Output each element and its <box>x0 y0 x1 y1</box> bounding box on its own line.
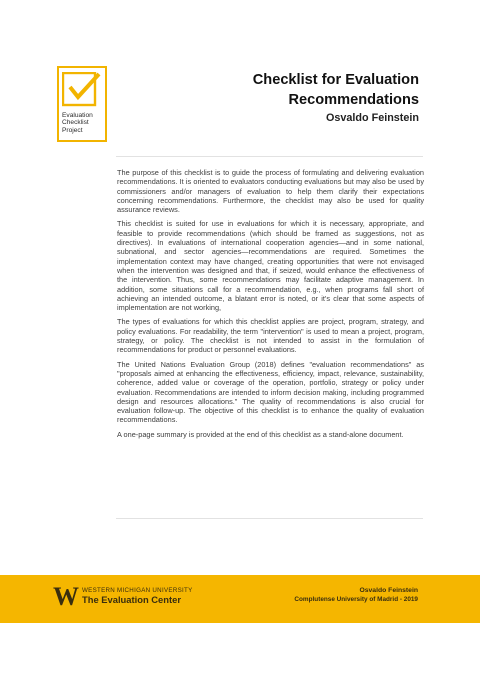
paragraph-summary-note: A one-page summary is provided at the end of this checklist as a stand-alone document. <box>117 429 404 439</box>
paragraph-purpose: The purpose of this checklist is to guide the process of formulating and delivering evaluation recommendations. It is oriented to evaluators conducting evaluations but may also be used by commissioners and/or managers of evaluation to help them clarify their expectations concerning recommendations. Furthermore, the checklist may also be used for quality assurance reviews. <box>117 168 424 215</box>
evaluation-center-name: The Evaluation Center <box>82 594 181 605</box>
footer-author: Osvaldo Feinstein <box>359 587 418 594</box>
document-title-line-1: Checklist for Evaluation <box>252 72 419 88</box>
title-block <box>253 70 419 126</box>
wmu-w-logo-icon: W <box>53 582 79 611</box>
paragraph-types: The types of evaluations for which this checklist applies are project, program, strategy, and policy evaluations. For readability, the term "intervention" is used to mean a project, program, strategy, or policy. The checklist is not intended to assist in the formulation of recommendations for product or personnel evaluations. <box>117 317 424 355</box>
logo-text <box>62 112 93 134</box>
logo-line: Evaluation <box>62 112 93 119</box>
footer-affiliation: Complutense University of Madrid - 2019 <box>294 595 418 603</box>
paragraph-suitability: This checklist is suited for use in evaluations for which it is necessary, appropriate, and feasible to provide recommendations (which should be framed as suggestions, not as directives). In evaluations of international cooperation agencies—and in some national, subnational, and sector agencies—recommendations are required. Sometimes the implementation context may have changed, creating opportunities that were not envisaged when the intervention was designed and that, if seized, would enhance the effectiveness of the intervention. Thus, some recommendations may facilitate adaptive management. In addition, some situations call for a recommendation, e.g., when programs fall short of achieving an intended outcome, a blatant error is noted, or it's clear that some aspects of implementation are not working, <box>117 219 424 313</box>
author-name: Osvaldo Feinstein <box>326 112 419 124</box>
top-divider <box>116 156 423 157</box>
body-text <box>117 168 424 444</box>
paragraph-definition: The United Nations Evaluation Group (2018) defines "evaluation recommendations" as "proposals aimed at enhancing the effectiveness, efficiency, impact, relevance, sustainability, coherence, added value or coverage of the operation, portfolio, strategy or policy under evaluation. Recommendations are intended to inform decision making, including programmed design and resources allocations." The quality of recommendations is also crucial for evaluation follow-up. The objective of this checklist is to enhance the quality of evaluation recommendations. <box>117 359 424 425</box>
logo-line: Checklist <box>62 119 89 127</box>
document-title-line-2: Recommendations <box>288 92 419 108</box>
footer-banner <box>0 575 480 623</box>
bottom-divider <box>116 518 423 519</box>
university-name: WESTERN MICHIGAN UNIVERSITY <box>82 587 193 594</box>
logo-line: Project <box>62 126 83 134</box>
footer-credit <box>294 587 418 604</box>
checkmark-icon <box>62 72 102 108</box>
evaluation-checklist-project-logo <box>57 66 107 142</box>
